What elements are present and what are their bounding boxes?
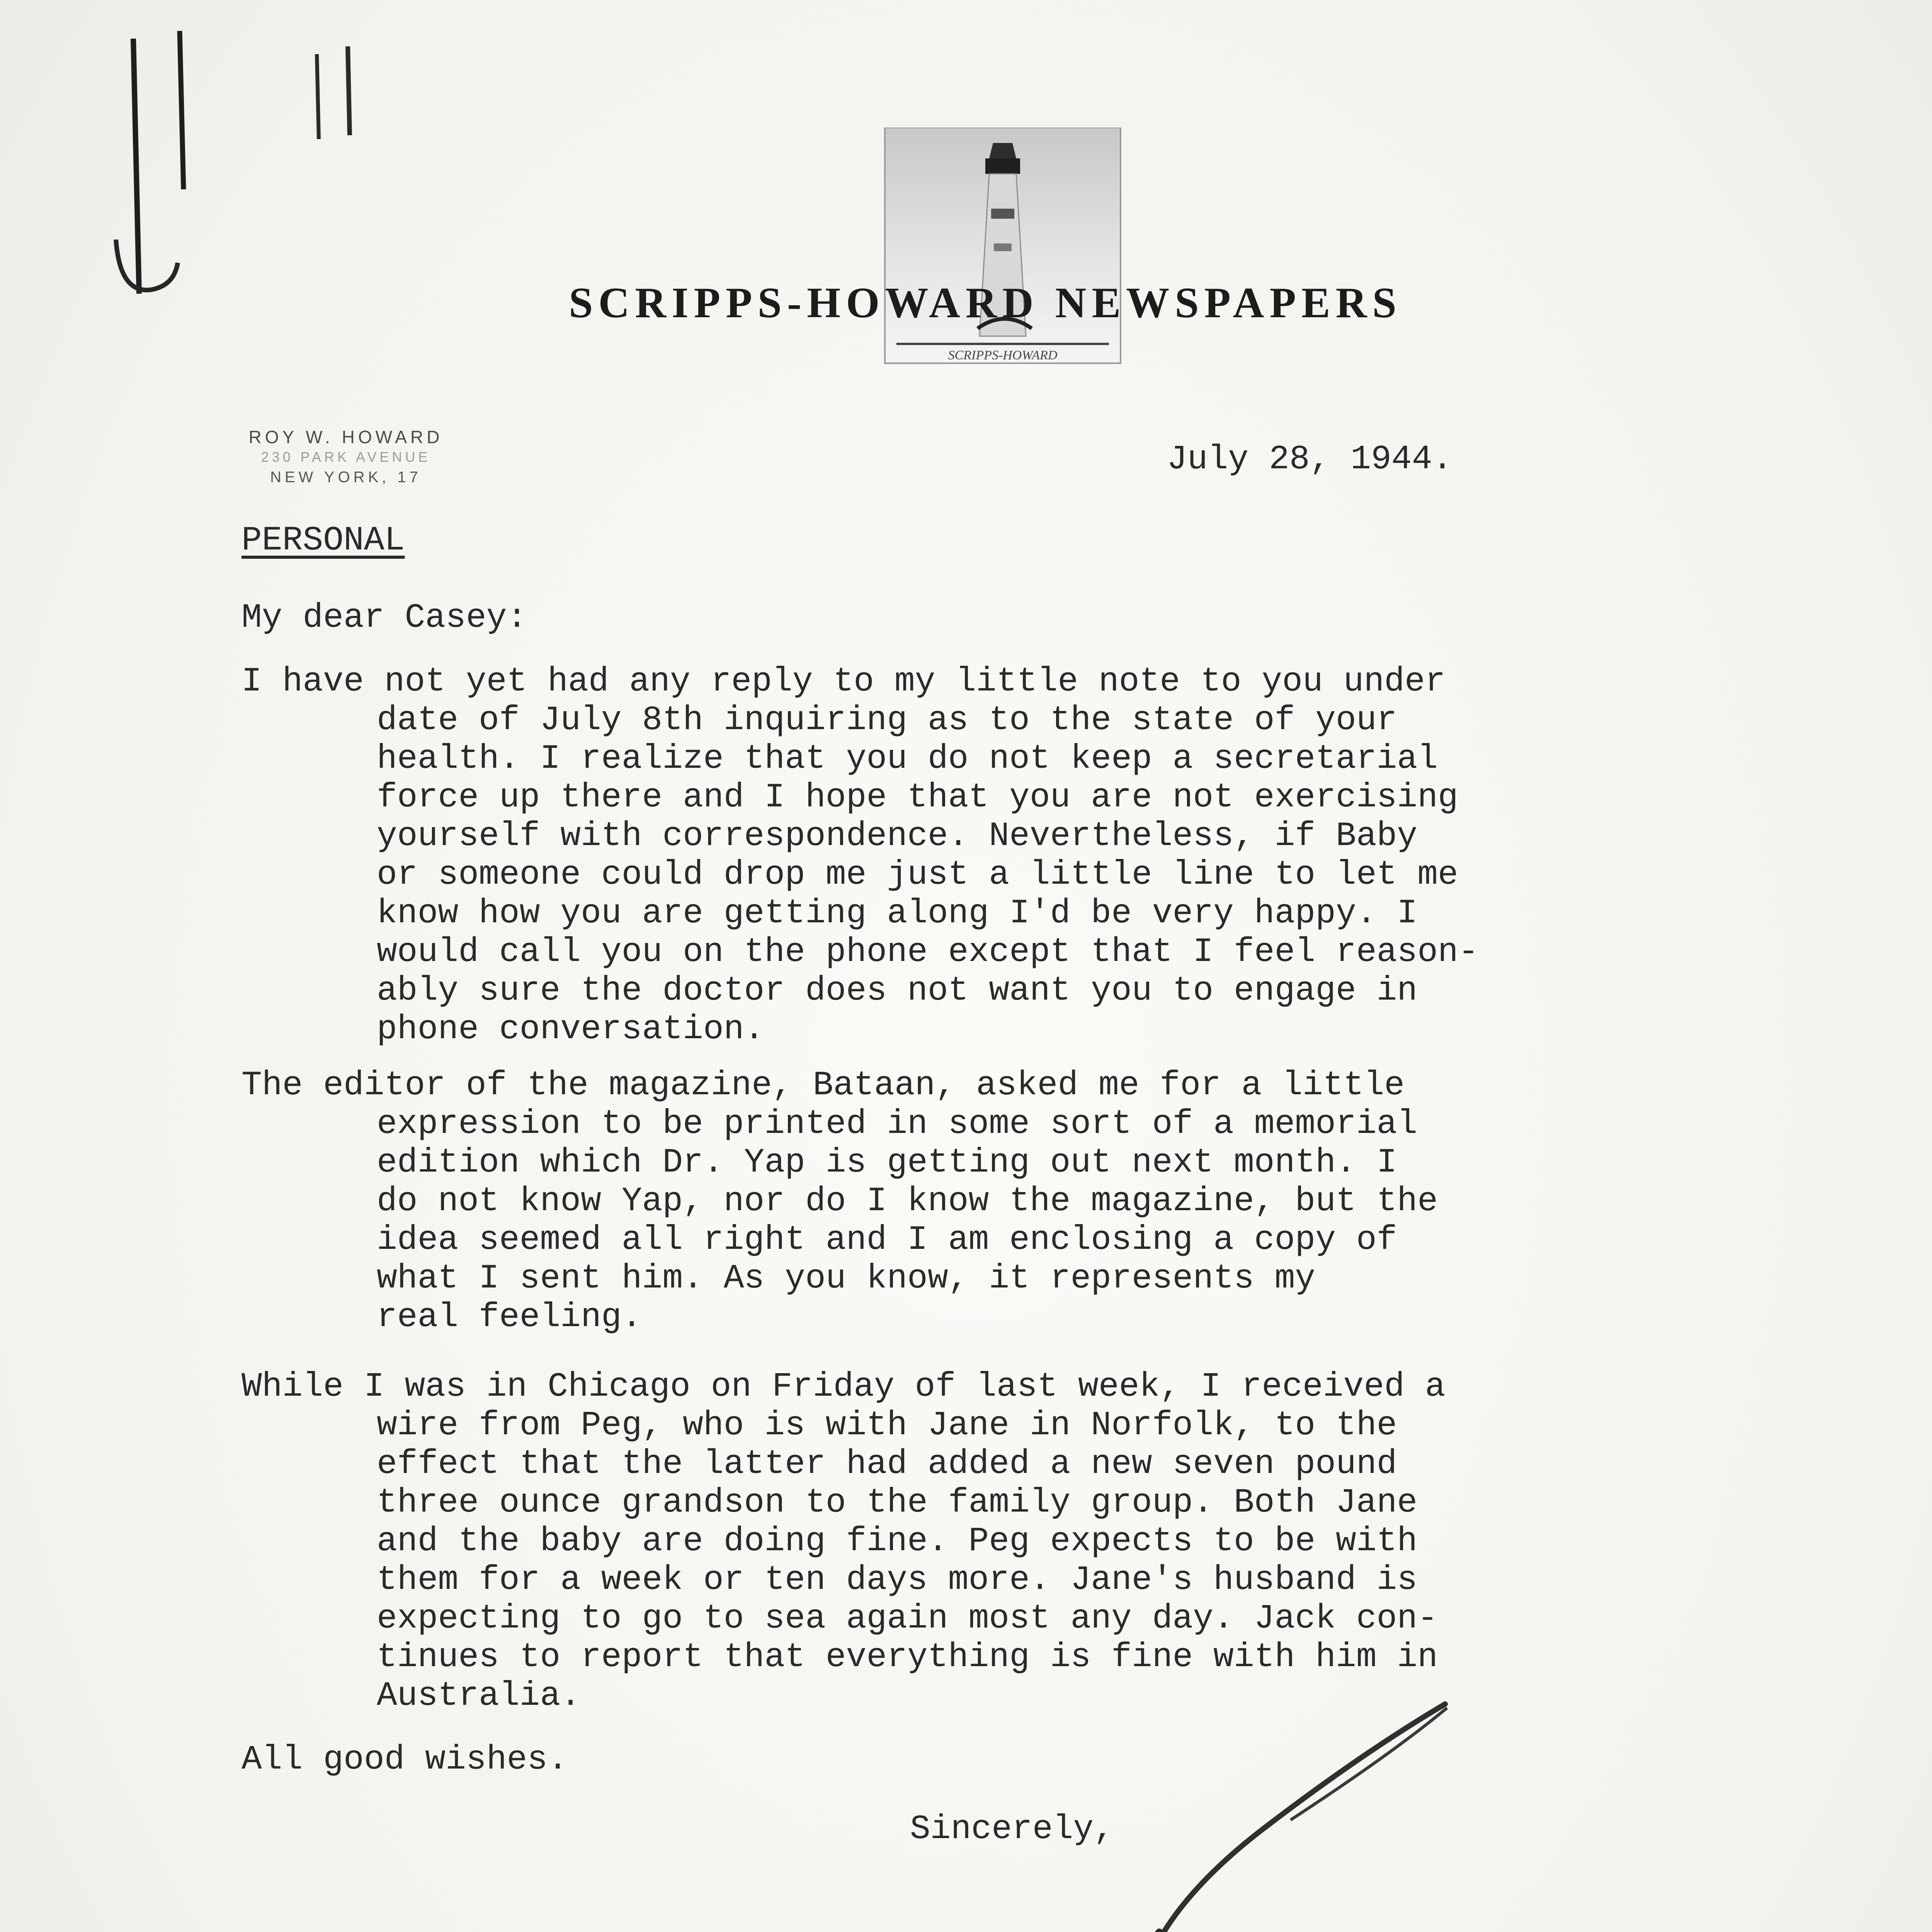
- paragraph-line: I have not yet had any reply to my little note to you under: [242, 663, 1446, 701]
- paragraph-line: ably sure the doctor does not want you to engage in: [377, 972, 1418, 1010]
- paragraph-line: what I sent him. As you know, it represents my: [377, 1260, 1316, 1298]
- paragraph-line: yourself with correspondence. Nevertheless, if Baby: [377, 817, 1418, 855]
- paragraph-line: date of July 8th inquiring as to the state of your: [377, 701, 1397, 740]
- paragraph-line: know how you are getting along I'd be very happy. I: [377, 895, 1418, 933]
- paragraph-line: or someone could drop me just a little line to let me: [377, 856, 1458, 894]
- paragraph-line: would call you on the phone except that I feel reason-: [377, 933, 1479, 971]
- paragraph-line: effect that the latter had added a new seven pound: [377, 1445, 1397, 1483]
- paragraph-line: The editor of the magazine, Bataan, asked me for a little: [242, 1066, 1405, 1105]
- paragraph-line: and the baby are doing fine. Peg expects to be with: [377, 1522, 1418, 1561]
- closing-wishes: All good wishes.: [242, 1741, 568, 1779]
- complimentary-close: Sincerely,: [910, 1810, 1114, 1849]
- paragraph-line: While I was in Chicago on Friday of last week, I received a: [242, 1368, 1446, 1406]
- sender-street: 230 PARK AVENUE: [261, 449, 431, 465]
- sender-city: NEW YORK, 17: [270, 469, 422, 486]
- body-paragraph-3: [242, 1368, 1446, 1716]
- margin-punch-marks: [97, 23, 406, 317]
- personal-marking: PERSONAL: [242, 522, 405, 560]
- handwritten-signature: [1043, 1692, 1488, 1932]
- masthead: SCRIPPS-HOWARD NEWSPAPERS: [569, 279, 1402, 327]
- paragraph-line: tinues to report that everything is fine with him in: [377, 1638, 1438, 1677]
- paragraph-line: them for a week or ten days more. Jane's husband is: [377, 1561, 1418, 1599]
- paragraph-line: expression to be printed in some sort of a memorial: [377, 1105, 1418, 1143]
- body-paragraph-1: [242, 663, 1479, 1049]
- salutation: My dear Casey:: [242, 599, 527, 637]
- paragraph-line: idea seemed all right and I am enclosing a copy of: [377, 1221, 1397, 1259]
- paragraph-line: force up there and I hope that you are not exercising: [377, 779, 1458, 817]
- paragraph-line: three ounce grandson to the family group. Both Jane: [377, 1484, 1418, 1522]
- paragraph-line: expecting to go to sea again most any day. Jack con-: [377, 1600, 1438, 1638]
- paragraph-line: do not know Yap, nor do I know the magazine, but the: [377, 1182, 1438, 1221]
- paragraph-line: edition which Dr. Yap is getting out next month. I: [377, 1144, 1397, 1182]
- letter-date: July 28, 1944.: [1167, 440, 1453, 479]
- paragraph-line: wire from Peg, who is with Jane in Norfolk, to the: [377, 1406, 1397, 1445]
- sender-block: [211, 427, 481, 487]
- paragraph-line: Australia.: [377, 1677, 581, 1715]
- paragraph-line: real feeling.: [377, 1298, 642, 1337]
- sender-name: ROY W. HOWARD: [248, 427, 443, 447]
- paragraph-line: phone conversation.: [377, 1010, 765, 1049]
- lighthouse-logo: [881, 128, 1124, 375]
- paragraph-line: health. I realize that you do not keep a secretarial: [377, 740, 1438, 778]
- body-paragraph-2: [242, 1066, 1438, 1337]
- logo-caption: SCRIPPS-HOWARD: [948, 348, 1058, 362]
